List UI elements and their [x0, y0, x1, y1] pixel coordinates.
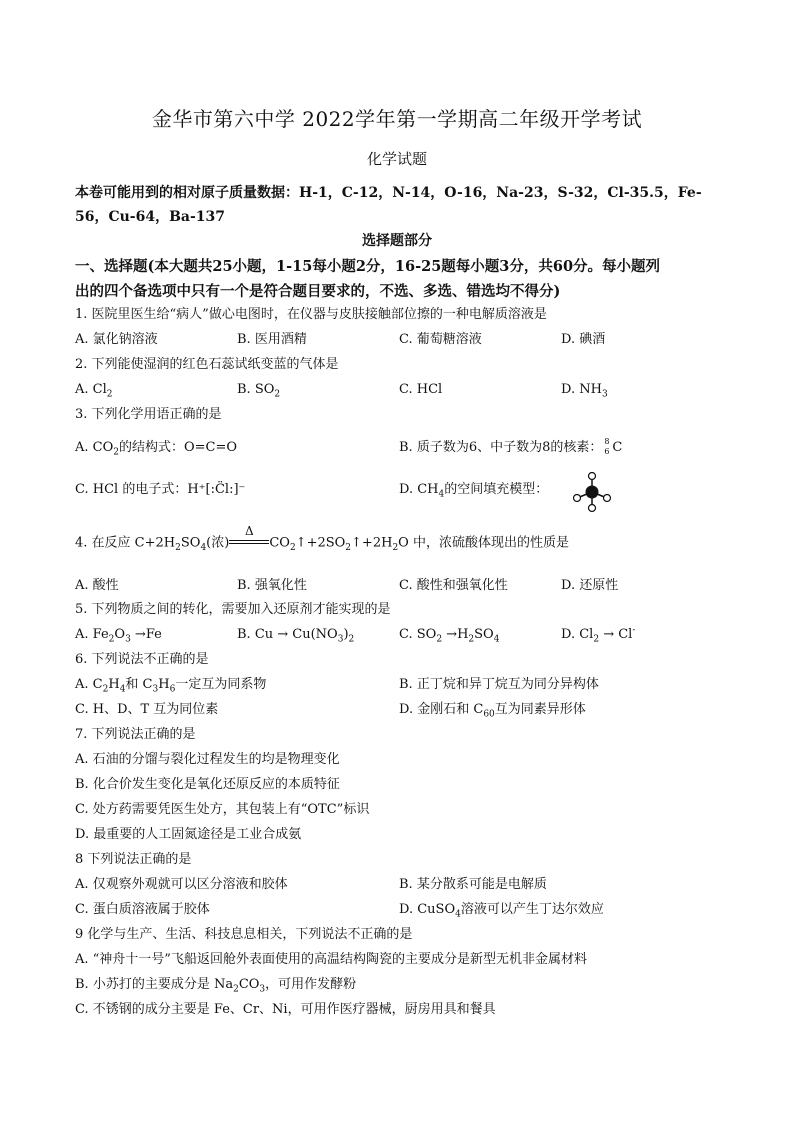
option-b: B. $Cu \to Cu(NO_3)_2$ — [237, 627, 355, 645]
question-8-options-ab — [75, 874, 725, 896]
option-b: B. 质子数为6、中子数为8的核素： 8 6 C — [399, 436, 623, 456]
option-c: C. 葡萄糖溶液 — [399, 332, 482, 347]
part-instructions — [75, 254, 725, 304]
option-b: B. 化合价发生变化是氧化还原反应的本质特征 — [75, 777, 340, 792]
option-d: D. 碘酒 — [561, 332, 606, 347]
option-b: B. 强氧化性 — [237, 578, 307, 593]
option-d: D. $Cl_2 \to Cl^-$ — [561, 625, 636, 645]
option-a: A. $Fe_2O_3 \to Fe$ — [75, 627, 162, 645]
option-b: B. 正丁烷和异丁烷互为同分异构体 — [399, 677, 599, 692]
question-text: 5. 下列物质之间的转化，需要加入还原剂才能实现的是 — [75, 602, 391, 617]
question-text: 3. 下列化学用语正确的是 — [75, 407, 222, 422]
question-text: 8 下列说法正确的是 — [75, 852, 192, 867]
question-3-stem — [75, 404, 725, 426]
option-a: A. $Cl_2$ — [75, 382, 113, 400]
question-text: 9 化学与生产、生活、科技息息相关，下列说法不正确的是 — [75, 927, 413, 942]
nuclide-notation: 8 6 — [604, 436, 610, 456]
question-6-options-cd — [75, 699, 725, 721]
option-c: C. 不锈钢的成分主要是 Fe、Cr、Ni，可用作医疗器械，厨房用具和餐具 — [75, 1002, 496, 1017]
option-d: D. $NH_3$ — [561, 382, 608, 400]
question-text: 7. 下列说法正确的是 — [75, 727, 196, 742]
atomic-mass-line-1: 本卷可能用到的相对原子质量数据：H-1，C-12，N-14，O-16，Na-23，S-32，Cl-35.5，Fe- — [75, 185, 702, 201]
option-d: D. $CH_4$的空间填充模型： — [399, 482, 549, 500]
option-b: B. $SO_2$ — [237, 382, 281, 400]
option-d: D. 金刚石和 $C_{60}$互为同素异形体 — [399, 702, 586, 720]
question-text: 1. 医院里医生给“病人”做心电图时，在仪器与皮肤接触部位擦的一种电解质溶液是 — [75, 307, 547, 322]
option-c: C. $SO_2 \to H_2SO_4$ — [399, 627, 500, 645]
question-text: 6. 下列说法不正确的是 — [75, 652, 209, 667]
option-b: B. 医用酒精 — [237, 332, 307, 347]
exam-title: 金华市第六中学 2022学年第一学期高二年级开学考试 — [151, 107, 643, 131]
option-d: D. 还原性 — [561, 578, 619, 593]
option-a: A. 仅观察外观就可以区分溶液和胶体 — [75, 877, 288, 892]
atomic-mass-data — [75, 181, 725, 229]
question-7-stem — [75, 724, 725, 746]
exam-subtitle: 化学试题 — [366, 150, 427, 168]
question-6-stem — [75, 649, 725, 671]
option-b: B. 某分散系可能是电解质 — [399, 877, 547, 892]
option-a: A. 氯化钠溶液 — [75, 332, 158, 347]
section-heading: 选择题部分 — [362, 233, 432, 249]
option-c: C. HCl — [399, 382, 443, 397]
option-d: D. 最重要的人工固氮途径是工业合成氨 — [75, 827, 302, 842]
option-c: C. 处方药需要凭医生处方，其包装上有“OTC”标识 — [75, 802, 370, 817]
question-3-options-cd — [75, 479, 725, 501]
option-c: C. H、D、T 互为同位素 — [75, 702, 219, 717]
methane-model-icon — [570, 470, 614, 514]
question-4-options — [75, 575, 725, 597]
option-b: B. 小苏打的主要成分是 $Na_2CO_3$，可用作发酵粉 — [75, 977, 357, 995]
reaction-arrow-heat: Δ — [229, 532, 269, 554]
option-a: A. $CO_2$的结构式：O=C=O — [75, 440, 238, 458]
question-text: 2. 下列能使湿润的红色石蕊试纸变蓝的气体是 — [75, 357, 339, 372]
part-instructions-line-2: 出的四个备选项中只有一个是符合题目要求的，不选、多选、错选均不得分) — [75, 283, 561, 300]
question-1-options — [75, 329, 725, 351]
question-2-options — [75, 379, 725, 401]
atomic-mass-line-2: 56，Cu-64，Ba-137 — [75, 209, 226, 225]
question-8-options-cd — [75, 899, 725, 921]
question-4-stem: 4. 在反应 $C+2H_2SO_4$(浓) Δ $CO_2↑+2SO_2↑+2H_2O$ 中，浓硫酸体现出的性质是 — [75, 524, 569, 554]
question-3-options-ab — [75, 437, 725, 459]
option-d: D. CuSO$_4$溶液可以产生丁达尔效应 — [399, 902, 604, 920]
question-8-stem — [75, 849, 725, 871]
option-c: C. HCl 的电子式：H⁺[:C̈l:]⁻ — [75, 482, 246, 497]
option-a: A. 石油的分馏与裂化过程发生的均是物理变化 — [75, 752, 340, 767]
option-c: C. 蛋白质溶液属于胶体 — [75, 902, 210, 917]
option-c: C. 酸性和强氧化性 — [399, 578, 508, 593]
option-a: A. 酸性 — [75, 578, 119, 593]
part-instructions-line-1: 一、选择题(本大题共25小题，1-15每小题2分，16-25题每小题3分，共60分。每小题列 — [75, 258, 661, 275]
question-5-stem — [75, 599, 725, 621]
question-5-options — [75, 624, 725, 646]
question-6-options-ab — [75, 674, 725, 696]
option-a: A. “神舟十一号”飞船返回舱外表面使用的高温结构陶瓷的主要成分是新型无机非金属材料 — [75, 952, 587, 967]
question-2-stem — [75, 354, 725, 376]
question-9-stem — [75, 924, 725, 946]
question-1-stem — [75, 304, 725, 326]
option-a: A. $C_2H_4$和 $C_3H_6$一定互为同系物 — [75, 677, 267, 695]
